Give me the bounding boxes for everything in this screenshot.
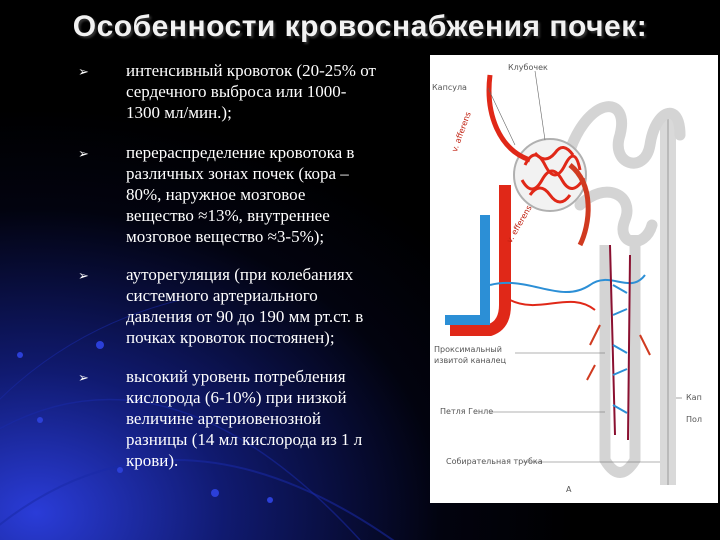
label-glomerulus: Клубочек — [508, 63, 548, 72]
nephron-illustration — [430, 55, 718, 503]
label-proximal-line1: Проксимальный — [434, 345, 502, 354]
label-collecting-duct: Собирательная трубка — [446, 457, 543, 466]
label-efferent: v. efferens — [505, 203, 534, 245]
bullet-item: ➢ ауторегуляция (при колебаниях системного артериального давления от 90 до 190 мм рт.ст. в почках кровоток постоянен); — [78, 265, 364, 347]
arrow-bullet-icon: ➢ — [78, 371, 89, 386]
arrow-bullet-icon: ➢ — [78, 65, 89, 80]
label-corner-letter: A — [566, 485, 572, 494]
label-afferent: v. afferens — [450, 110, 473, 154]
arrow-bullet-icon: ➢ — [78, 269, 89, 284]
label-right-cut-1: Кап — [686, 393, 702, 402]
vein — [445, 215, 485, 320]
bullet-item: ➢ перераспределение кровотока в различных зонах почек (кора – 80%, наружное мозговое вещество ≈13%, внутреннее мозговое вещество ≈3-5%); — [78, 143, 355, 246]
peritubular-capillaries — [490, 245, 650, 440]
artery — [450, 185, 505, 330]
bowman-capsule — [514, 139, 586, 211]
label-proximal-line2: извитой каналец — [434, 356, 507, 365]
label-capsule: Капсула — [432, 83, 467, 92]
label-right-cut-2: Пол — [686, 415, 703, 424]
label-henle-loop: Петля Генле — [440, 407, 494, 416]
slide-title: Особенности кровоснабжения почек: — [72, 10, 648, 43]
nephron-diagram — [430, 55, 718, 503]
bullet-item: ➢ высокий уровень потребления кислорода (6-10%) при низкой величине артериовенозной разницы (14 мл кислорода из 1 л крови). — [78, 367, 363, 470]
arrow-bullet-icon: ➢ — [78, 147, 89, 162]
bullet-item: ➢ интенсивный кровоток (20-25% от сердечного выброса или 1000- 1300 мл/мин.); — [78, 61, 376, 122]
